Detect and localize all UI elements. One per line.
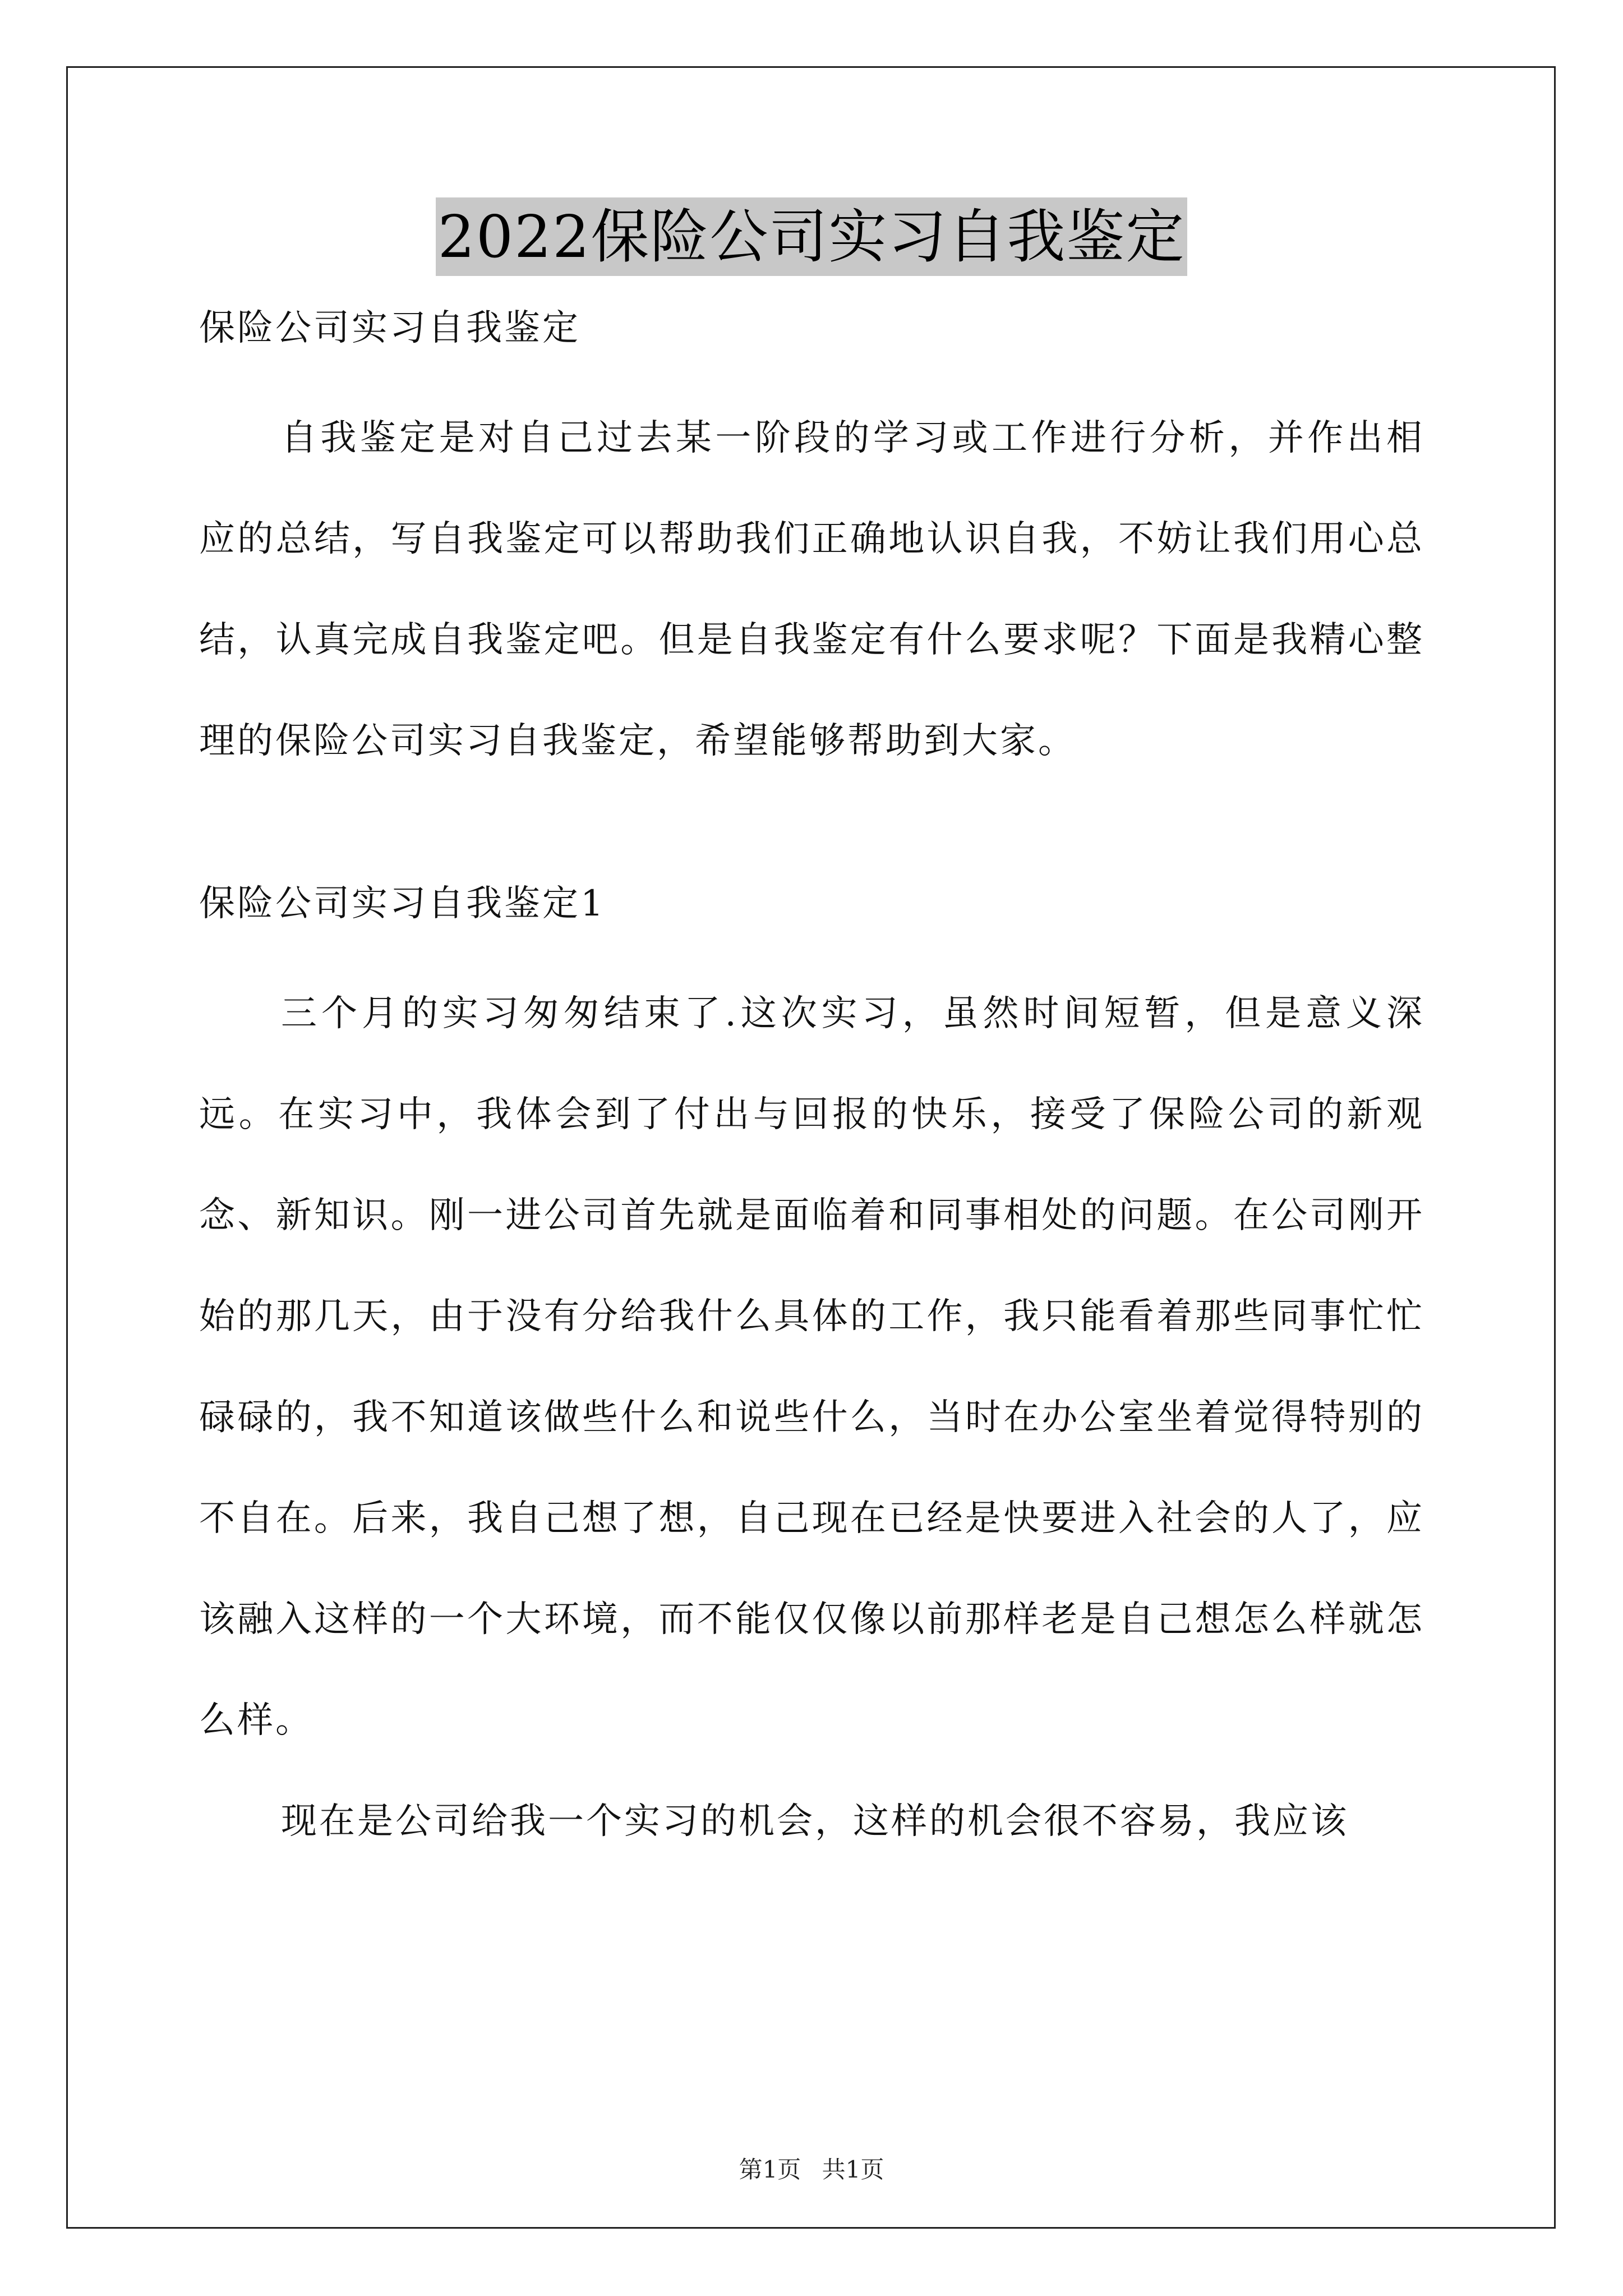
section1-paragraph-1: 三个月的实习匆匆结束了.这次实习，虽然时间短暂，但是意义深远。在实习中，我体会到了付出与回报的快乐，接受了保险公司的新观念、新知识。刚一进公司首先就是面临着和同事相处的问题。在公司刚开始的那几天，由于没有分给我什么具体的工作，我只能看着那些同事忙忙碌碌的，我不知道该做些什么和说些什么，当时在办公室坐着觉得特别的不自在。后来，我自己想了想，自己现在已经是快要进入社会的人了，应该融入这样的一个大环境，而不能仅仅像以前那样老是自己想怎么样就怎么样。 <box>199 993 1424 1741</box>
page-footer <box>0 2153 1623 2187</box>
page-total: 共1页 <box>822 2156 884 2183</box>
intro-paragraph: 自我鉴定是对自己过去某一阶段的学习或工作进行分析，并作出相应的总结，写自我鉴定可以帮助我们正确地认识自我，不妨让我们用心总结，认真完成自我鉴定吧。但是自我鉴定有什么要求呢？下面是我精心整理的保险公司实习自我鉴定，希望能够帮助到大家。 <box>199 417 1424 762</box>
intro-heading: 保险公司实习自我鉴定 <box>199 307 580 349</box>
document-title: 2022保险公司实习自我鉴定 <box>436 197 1188 276</box>
section1-paragraph-2: 现在是公司给我一个实习的机会，这样的机会很不容易，我应该 <box>281 1801 1349 1842</box>
document-body <box>199 300 1424 1872</box>
section1-heading: 保险公司实习自我鉴定1 <box>199 883 606 924</box>
page-number: 第1页 <box>739 2156 801 2183</box>
title-container <box>0 197 1623 276</box>
